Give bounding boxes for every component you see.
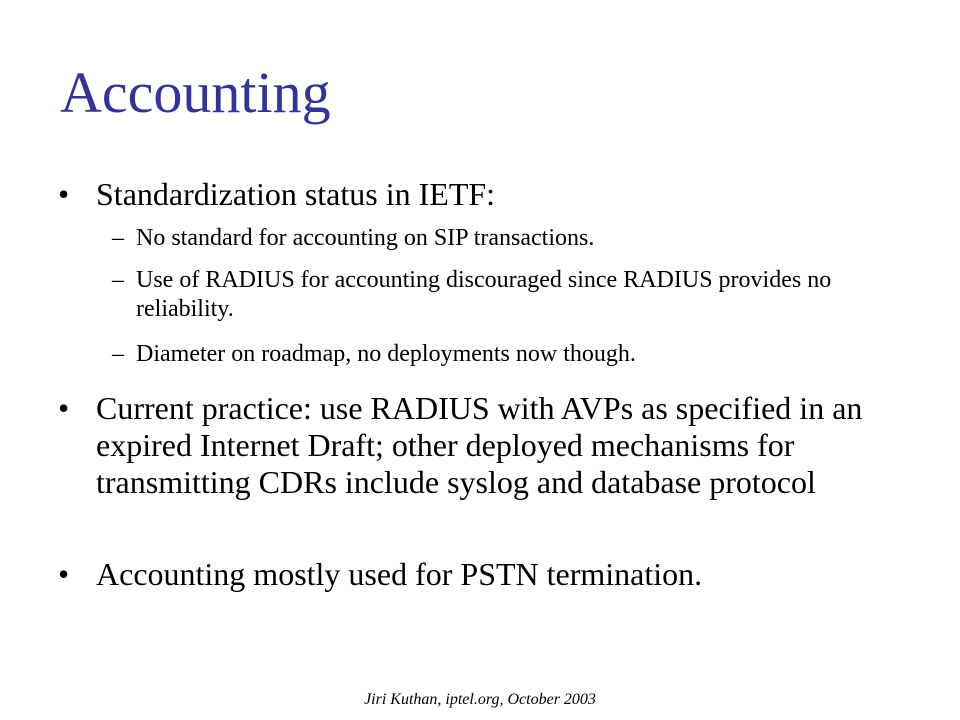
bullet-text: Accounting mostly used for PSTN termination. xyxy=(96,556,703,592)
bullet-marker: • xyxy=(58,556,70,592)
dash-marker: – xyxy=(112,267,124,293)
slide-footer: Jiri Kuthan, iptel.org, October 2003 xyxy=(364,691,596,708)
dash-marker: – xyxy=(112,225,124,251)
bullet-marker: • xyxy=(58,390,70,426)
bullet-pstn-termination xyxy=(58,556,906,593)
sub-bullet-text: Use of RADIUS for accounting discouraged since RADIUS provides no reliability. xyxy=(136,267,832,322)
slide-title: Accounting xyxy=(60,60,331,125)
bullet-marker: • xyxy=(58,176,70,212)
sub-bullet-no-standard xyxy=(112,224,856,253)
bullet-current-practice xyxy=(58,390,906,501)
sub-bullet-diameter xyxy=(112,340,856,369)
dash-marker: – xyxy=(112,341,124,367)
bullet-text: Current practice: use RADIUS with AVPs as specified in an expired Internet Draft; other deployed mechanisms for transmitting CDRs include syslog and database protocol xyxy=(96,390,863,500)
bullet-text: Standardization status in IETF: xyxy=(96,176,496,212)
sub-bullet-radius-discouraged xyxy=(112,266,856,324)
sub-bullet-text: Diameter on roadmap, no deployments now though. xyxy=(136,341,636,367)
sub-bullet-text: No standard for accounting on SIP transactions. xyxy=(136,225,595,251)
bullet-standardization-status xyxy=(58,176,906,213)
